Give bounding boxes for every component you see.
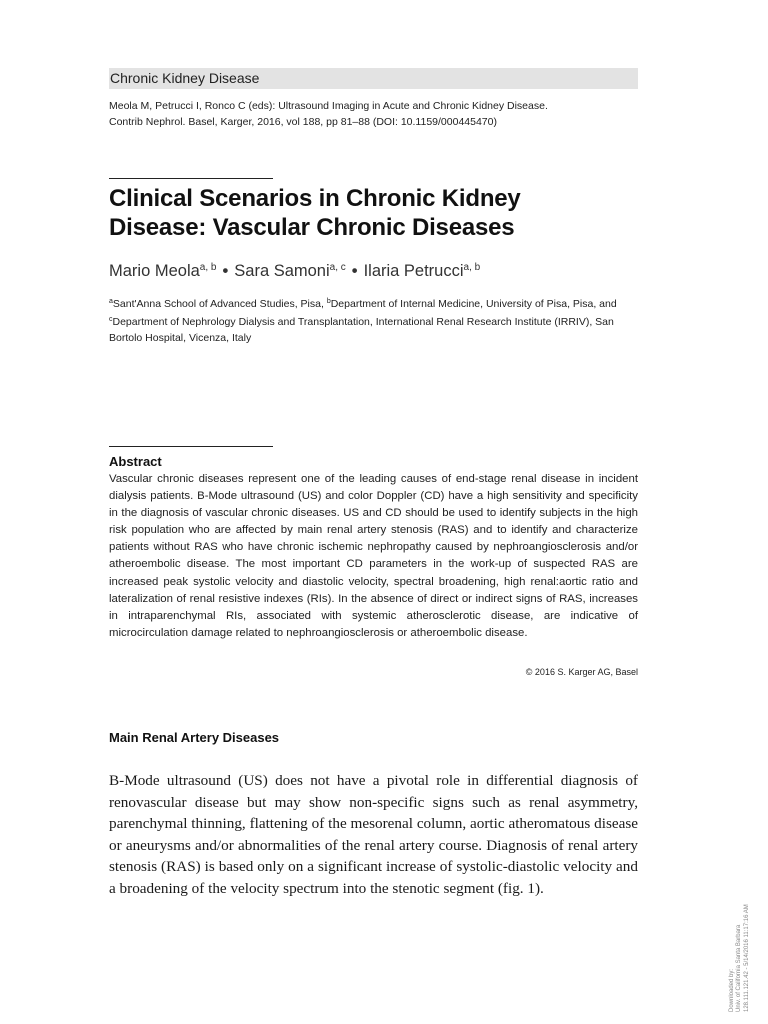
citation-line: Meola M, Petrucci I, Ronco C (eds): Ultrasound Imaging in Acute and Chronic Kidney Disease. <box>109 100 548 112</box>
affiliation-text: Department of Nephrology Dialysis and Transplantation, International Renal Research Institute (IRRIV), San Bortolo Hospital, Vicenza, Italy <box>109 316 614 344</box>
author-affiliation-mark: a, b <box>199 262 217 273</box>
section-label: Chronic Kidney Disease <box>110 70 260 86</box>
title-line: Disease: Vascular Chronic Diseases <box>109 214 515 241</box>
title-divider <box>109 178 273 179</box>
citation <box>109 98 649 130</box>
affiliation-text: Sant'Anna School of Advanced Studies, Pisa, <box>112 298 327 310</box>
affiliation-mark: b <box>326 298 331 305</box>
author-affiliation-mark: a, b <box>463 262 481 273</box>
affiliations <box>109 294 649 346</box>
title-line: Clinical Scenarios in Chronic Kidney <box>109 185 521 212</box>
body-paragraph: B-Mode ultrasound (US) does not have a pivotal role in differential diagnosis of renovascular disease but may show non-specific signs such as renal asymmetry, parenchymal thinning, flattening of the mesorenal column, aortic atheromatous disease or aneurysms and/or abnormalities of the renal artery course. Diagnosis of renal artery stenosis (RAS) is based only on a significant increase of systolic-diastolic velocity and a broadening of the velocity spectrum into the stenotic segment (fig. 1). <box>109 772 638 897</box>
affiliation-mark: a <box>109 298 113 305</box>
section-bar <box>109 68 638 89</box>
author-name: Ilaria Petrucci <box>363 262 464 280</box>
stamp-line: Univ. of California Santa Barbara <box>736 924 743 1012</box>
abstract-divider <box>109 446 273 447</box>
stamp-line: Downloaded by: <box>729 968 735 1012</box>
paper-title <box>109 184 649 242</box>
abstract-heading: Abstract <box>109 454 162 469</box>
author-separator: • <box>222 262 229 280</box>
author-affiliation-mark: a, c <box>329 262 346 273</box>
affiliation-text: Department of Internal Medicine, University of Pisa, Pisa, and <box>330 298 617 310</box>
author-name: Mario Meola <box>109 262 200 280</box>
abstract-text: Vascular chronic diseases represent one of the leading causes of end-stage renal disease in incident dialysis patients. B-Mode ultrasound (US) and color Doppler (CD) have a high sensitivity and specificity in the diagnosis of vascular chronic diseases. US and CD should be used to identify subjects in the high risk population who are affected by main renal artery stenosis (RAS) and to identify and characterize patients without RAS who have chronic ischemic nephropathy caused by nephroangiosclerosis and/or atheroembolic disease. The most important CD parameters in the work-up of suspected RAS are increased peak systolic velocity and diastolic velocity, spectral broadening, high renal:aortic ratio and lateralization of renal resistive indexes (RIs). In the absence of direct or indirect signs of RAS, increases in intraparenchymal RIs, associated with systemic atherosclerotic disease, are indicative of microcirculation damage related to nephroangiosclerosis or atheroembolic disease. <box>109 473 638 639</box>
author-name: Sara Samoni <box>234 262 330 280</box>
section-heading: Main Renal Artery Diseases <box>109 730 280 745</box>
download-stamp <box>729 904 751 1012</box>
affiliation-mark: c <box>109 316 113 323</box>
author-separator: • <box>351 262 358 280</box>
author-list <box>109 262 649 281</box>
stamp-line: 128.111.121.42 - 5/14/2016 11:17:16 AM <box>743 904 750 1012</box>
copyright-notice: © 2016 S. Karger AG, Basel <box>525 667 638 677</box>
citation-line: Contrib Nephrol. Basel, Karger, 2016, vol 188, pp 81–88 (DOI: 10.1159/000445470) <box>109 116 497 128</box>
